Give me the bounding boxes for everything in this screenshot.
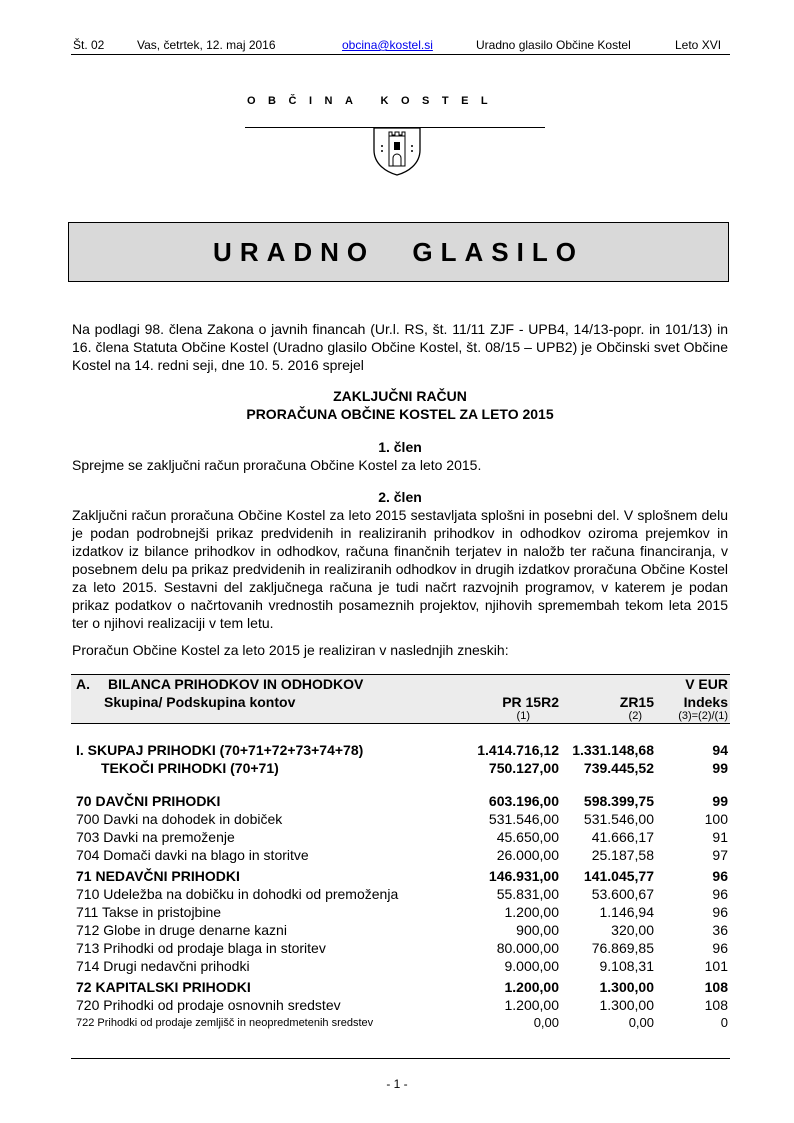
column-note-3: (3)=(2)/(1) — [678, 710, 728, 722]
column-note-1: (1) — [516, 710, 530, 722]
realized-intro: Proračun Občine Kostel za leto 2015 je realiziran v naslednjih zneskih: — [72, 642, 509, 658]
table-row: 72 KAPITALSKI PRIHODKI 1.200,00 1.300,00 108 — [76, 979, 728, 995]
municipality-title: OBČINA KOSTEL — [247, 95, 501, 107]
table-row: 700 Davki na dohodek in dobiček 531.546,00 531.546,00 100 — [76, 811, 728, 827]
page-number: - 1 - — [386, 1077, 408, 1091]
column-header-pr: PR 15R2 — [502, 694, 559, 710]
currency-label: V EUR — [685, 676, 728, 692]
table-row: 703 Davki na premoženje 45.650,00 41.666,17 91 — [76, 829, 728, 845]
table-header — [71, 675, 730, 724]
article-1-heading: 1. člen — [378, 439, 422, 455]
issue-number: Št. 02 — [73, 38, 105, 52]
gazette-title: URADNO GLASILO — [68, 222, 729, 282]
table-row: I. SKUPAJ PRIHODKI (70+71+72+73+74+78) 1.414.716,12 1.331.148,68 94 — [76, 742, 728, 758]
table-row: 70 DAVČNI PRIHODKI 603.196,00 598.399,75 99 — [76, 793, 728, 809]
table-row: 711 Takse in pristojbine 1.200,00 1.146,94 96 — [76, 904, 728, 920]
column-header-zr: ZR15 — [619, 694, 654, 710]
column-header-index: Indeks — [683, 694, 728, 710]
table-row: 713 Prihodki od prodaje blaga in storitev 80.000,00 76.869,85 96 — [76, 940, 728, 956]
column-note-2: (2) — [628, 710, 642, 722]
table-row: 710 Udeležba na dobičku in dohodki od premoženja 55.831,00 53.600,67 96 — [76, 886, 728, 902]
article-2-heading: 2. člen — [378, 489, 422, 505]
table-row: TEKOČI PRIHODKI (70+71) 750.127,00 739.445,52 99 — [101, 760, 728, 776]
issue-date: Vas, četrtek, 12. maj 2016 — [137, 38, 276, 52]
publication-name: Uradno glasilo Občine Kostel — [476, 38, 631, 52]
table-row: 714 Drugi nedavčni prihodki 9.000,00 9.108,31 101 — [76, 958, 728, 974]
section-title: BILANCA PRIHODKOV IN ODHODKOV — [108, 676, 364, 692]
footer-rule — [71, 1058, 730, 1059]
article-2-text: Zaključni račun proračuna Občine Kostel za leto 2015 sestavljata splošni in posebni del. V splošnem delu je podan podrobnejši prikaz predvidenih in realiziranih prihodkov in odhodkov oziroma prejemkov in izdatkov iz bilance prihodkov in odhodkov, računa finančnih terjatev in naložb ter računa financiranja, v posebnem delu pa prikaz predvidenih in realiziranih odhodkov in drugih izdatkov proračuna Občine Kostel za leto 2015. Sestavni del zaključnega računa je tudi načrt razvojnih programov, v katerem je podan prikaz podatkov o načrtovanih vrednostih posameznih projektov, njihovih spremembah tekom leta 2015 ter o njihovi realizaciji v tem letu. — [72, 507, 728, 631]
table-subtitle: Skupina/ Podskupina kontov — [104, 694, 296, 710]
article-1-text: Sprejme se zaključni račun proračuna Občine Kostel za leto 2015. — [72, 457, 482, 473]
volume-year: Leto XVI — [675, 38, 722, 52]
coat-of-arms-icon — [370, 126, 424, 176]
page-header — [71, 38, 730, 55]
table-row: 712 Globe in druge denarne kazni 900,00 320,00 36 — [76, 922, 728, 938]
intro-paragraph: Na podlagi 98. člena Zakona o javnih financah (Ur.l. RS, št. 11/11 ZJF - UPB4, 14/13-popr. in 101/13) in 16. člena Statuta Občine Kostel (Uradno glasilo Občine Kostel, št. 08/15 – UPB2) je Občinski svet Občine Kostel na 14. redni seji, dne 10. 5. 2016 sprejel — [72, 321, 728, 373]
email-link[interactable]: obcina@kostel.si — [342, 38, 433, 52]
table-row: 71 NEDAVČNI PRIHODKI 146.931,00 141.045,77 96 — [76, 868, 728, 884]
table-row: 722 Prihodki od prodaje zemljišč in neopredmetenih sredstev 0,00 0,00 0 — [76, 1015, 728, 1030]
section-label: A. — [76, 676, 90, 692]
table-row: 720 Prihodki od prodaje osnovnih sredstev 1.200,00 1.300,00 108 — [76, 997, 728, 1013]
document-title-line-2: PRORAČUNA OBČINE KOSTEL ZA LETO 2015 — [246, 406, 554, 422]
document-title-line-1: ZAKLJUČNI RAČUN — [333, 388, 467, 404]
table-row: 704 Domači davki na blago in storitve 26.000,00 25.187,58 97 — [76, 847, 728, 863]
